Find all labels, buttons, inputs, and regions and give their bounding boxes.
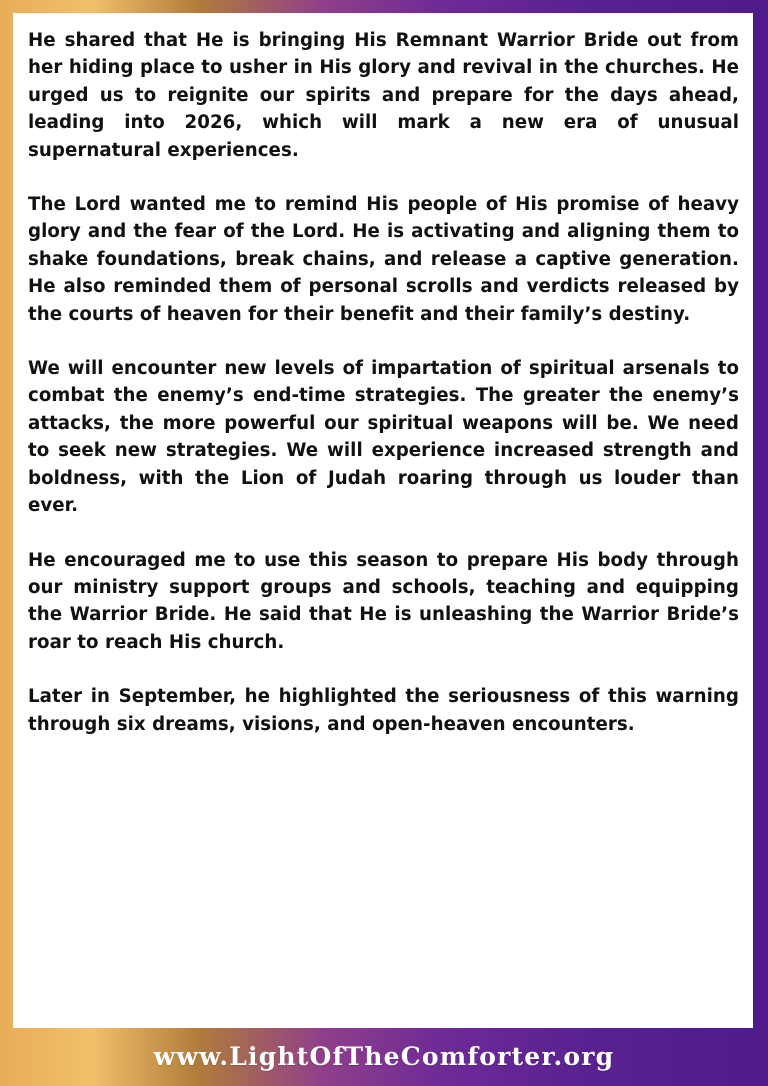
document-page bbox=[13, 13, 753, 1028]
paragraph-4: He encouraged me to use this season to prepare His body through our ministry support groups and schools, teaching and equipping the Warrior Bride. He said that He is unleashing the Warrior Bride’s roar to reach His church. bbox=[28, 549, 739, 653]
paragraph-5: Later in September, he highlighted the seriousness of this warning through six dreams, visions, and open-heaven encounters. bbox=[28, 686, 739, 735]
footer-bar bbox=[0, 1028, 768, 1086]
website-link[interactable]: www.LightOfTheComforter.org bbox=[153, 1041, 615, 1071]
paragraph-3: We will encounter new levels of impartation of spiritual arsenals to combat the enemy’s end-time strategies. The greater the enemy’s attacks, the more powerful our spiritual weapons will be. We need to seek new strategies. We will experience increased strength and boldness, with the Lion of Judah roaring through us louder than ever. bbox=[28, 358, 739, 517]
paragraph-2: The Lord wanted me to remind His people of His promise of heavy glory and the fear of the Lord. He is activating and aligning them to shake foundations, break chains, and release a captive generation. He also reminded them of personal scrolls and verdicts released by the courts of heaven for their benefit and their family’s destiny. bbox=[28, 194, 739, 325]
paragraph-1: He shared that He is bringing His Remnant Warrior Bride out from her hiding place to usher in His glory and revival in the churches. He urged us to reignite our spirits and prepare for the days ahead, leading into 2026, which will mark a new era of unusual supernatural experiences. bbox=[28, 30, 739, 161]
